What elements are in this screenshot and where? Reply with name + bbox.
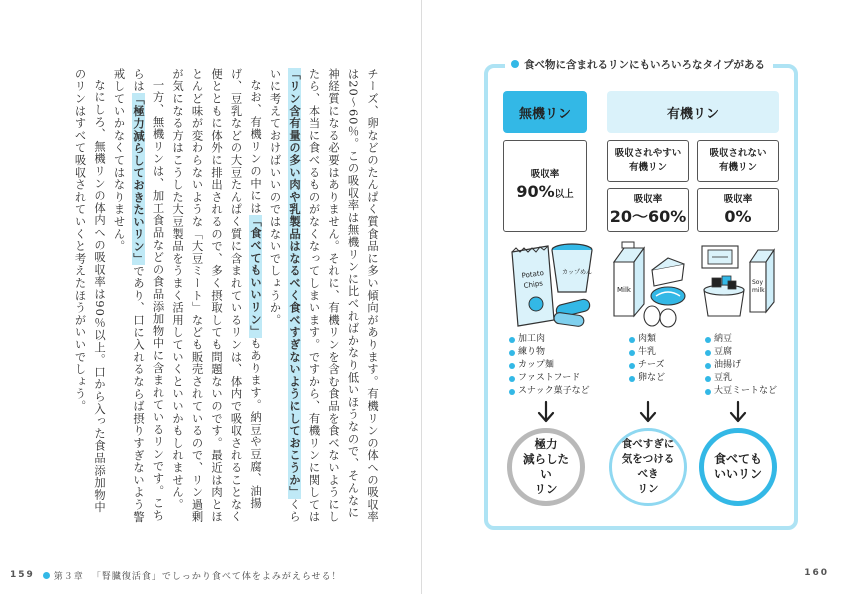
chips-bag-icon [512,246,554,326]
page-gutter [421,0,422,594]
type-line: 有機リン [718,162,757,173]
rate-value: 20〜60% [609,207,687,226]
egg-icon [644,306,676,327]
paragraph-1 [265,68,382,526]
rate-number: 90% [516,181,555,201]
type-line: 吸収されやすい [614,148,682,159]
inorganic-absorption-box [503,140,587,232]
bullet-dot-icon [43,572,50,579]
rate-label: 吸収率 [633,194,663,205]
list-item: 加工肉 [509,333,590,346]
list-item: 油揚げ [705,359,777,372]
meat-dairy-illustration [610,240,690,328]
list-item: 豆乳 [705,372,777,385]
soymilk-label: Soy [752,279,764,286]
natto-pack-icon [702,246,738,268]
list-item: 納豆 [705,333,777,346]
text-run: 一方、無機リンは、加工食品などの食品添加物中に含まれているリンです。こちらは [132,68,165,523]
list-item: チーズ [629,359,665,372]
tofu-bowl-icon [704,276,744,316]
page-number-right: 160 [804,568,829,578]
verdict-line: 気をつけるべき [621,453,675,480]
list-item: カップ麺 [509,359,590,372]
chapter-label: 第３章 [53,571,84,582]
milk-carton-icon [614,242,644,316]
verdict-ok-circle [699,428,777,506]
infographic-title-text: 食べ物に含まれるリンにもいろいろなタイプがある [524,58,765,71]
text-run: であり、口に入れるならば摂りすぎないよう警戒していかなくてはなりません。 [112,68,145,524]
page-number-left: 159 [10,570,35,580]
highlight-phrase: 「食べてもいいリン」 [249,214,262,338]
rate-value: 0% [724,207,752,226]
organic-absorbable-rate-box [607,188,689,232]
text-run: チーズ、卵などのたんぱく質食品に多い傾向があります。有機リンの体への吸収率は20〜60％。この吸収率は無機リンに比べればかなり低いほうなので、そんなに神経質になる必要はありません。それに、有機リンを含む食品を食べないようにしたら、本当に食べるものがなくなってしまいます。ですから、有機リンに関しては [307,68,379,524]
soymilk-label: milk [752,287,765,294]
rate-value [516,182,573,205]
verdict-line: リン [534,482,558,496]
list-item: 肉類 [629,333,665,346]
text-run: なにしろ、無機リンの体内への吸収率は90％以上。口から入った食品添加物中のリンはすべて吸収されていくと考えたほうがいいでしょう。 [73,68,106,514]
chips-label: Potato [521,268,545,280]
body-text [62,68,382,526]
type-line: 有機リン [628,162,667,173]
list-item: 豆腐 [705,346,777,359]
verdict-line: 食べても [713,452,762,466]
footer-left [10,568,342,582]
text-run: もあります。納豆や豆腐、油揚げ、豆乳などの大豆たんぱく質に含まれているリンは、体内で吸収されることなく便とともに体外に排出されるので、多く摂取しても問題ないのです。最近は肉とほとんど味が変わらないような「大豆ミート」なども販売されているので、リン過剰が気になる方はこうした大豆製品をうまく活用していくといいかもしれません。 [171,68,262,524]
verdict-reduce-circle [507,428,585,506]
bullet-dot-icon [511,60,519,68]
rate-label: 吸収率 [723,194,753,205]
soy-food-illustration [698,240,782,328]
cup-noodle-icon [552,244,592,292]
list-item: 練り物 [509,346,590,359]
inorganic-food-list [509,333,590,398]
text-run: くらいに考えておけばいいのではないでしょうか。 [268,68,301,524]
list-item: ファストフード [509,372,590,385]
organic-nonabsorbable-rate-box [697,188,779,232]
arrow-down-icon [638,400,658,424]
paragraph-4 [70,68,109,526]
arrow-down-icon [536,400,556,424]
list-item: 牛乳 [629,346,665,359]
milk-label: Milk [617,286,631,294]
verdict-line: いいリン [713,467,762,481]
organic-absorbable-type-box [607,140,689,182]
highlight-phrase: 「極力減らしておきたいリン」 [132,92,145,265]
highlight-phrase: 「リン含有量の多い肉や乳製品はなるべく食べすぎないようにしておこうか」 [288,68,301,499]
rate-label: 吸収率 [530,168,560,180]
inorganic-header: 無機リン [503,91,587,133]
paragraph-2 [168,68,266,526]
chapter-title: 「腎臓復活食」でしっかり食べて体をよみがえらせる！ [91,571,342,582]
meat-icon [651,287,685,305]
absorbable-food-list [629,333,665,385]
cheese-icon [652,258,684,286]
soymilk-carton-icon [750,250,774,312]
infographic-title [505,55,773,73]
verdict-line: 極力 [534,437,558,451]
organic-nonabsorbable-type-box [697,140,779,182]
arrow-down-icon [728,400,748,424]
verdict-caution-circle [609,428,687,506]
chips-label: Chips [523,279,544,290]
verdict-line: 減らしたい [523,452,569,481]
processed-food-illustration [506,238,600,330]
text-run: なお、有機リンの中には [249,79,262,215]
type-line: 吸収されない [709,148,767,159]
cup-label: カップめん [562,269,592,276]
verdict-line: リン [637,483,659,495]
rate-suffix: 以上 [554,188,574,200]
organic-header: 有機リン [607,91,779,133]
sausage-icon [553,298,591,327]
list-item: 大豆ミートなど [705,385,777,398]
nonabsorbable-food-list [705,333,777,398]
list-item: 卵など [629,372,665,385]
paragraph-3 [109,68,168,526]
verdict-line: 食べすぎに [621,438,675,450]
list-item: スナック菓子など [509,385,590,398]
